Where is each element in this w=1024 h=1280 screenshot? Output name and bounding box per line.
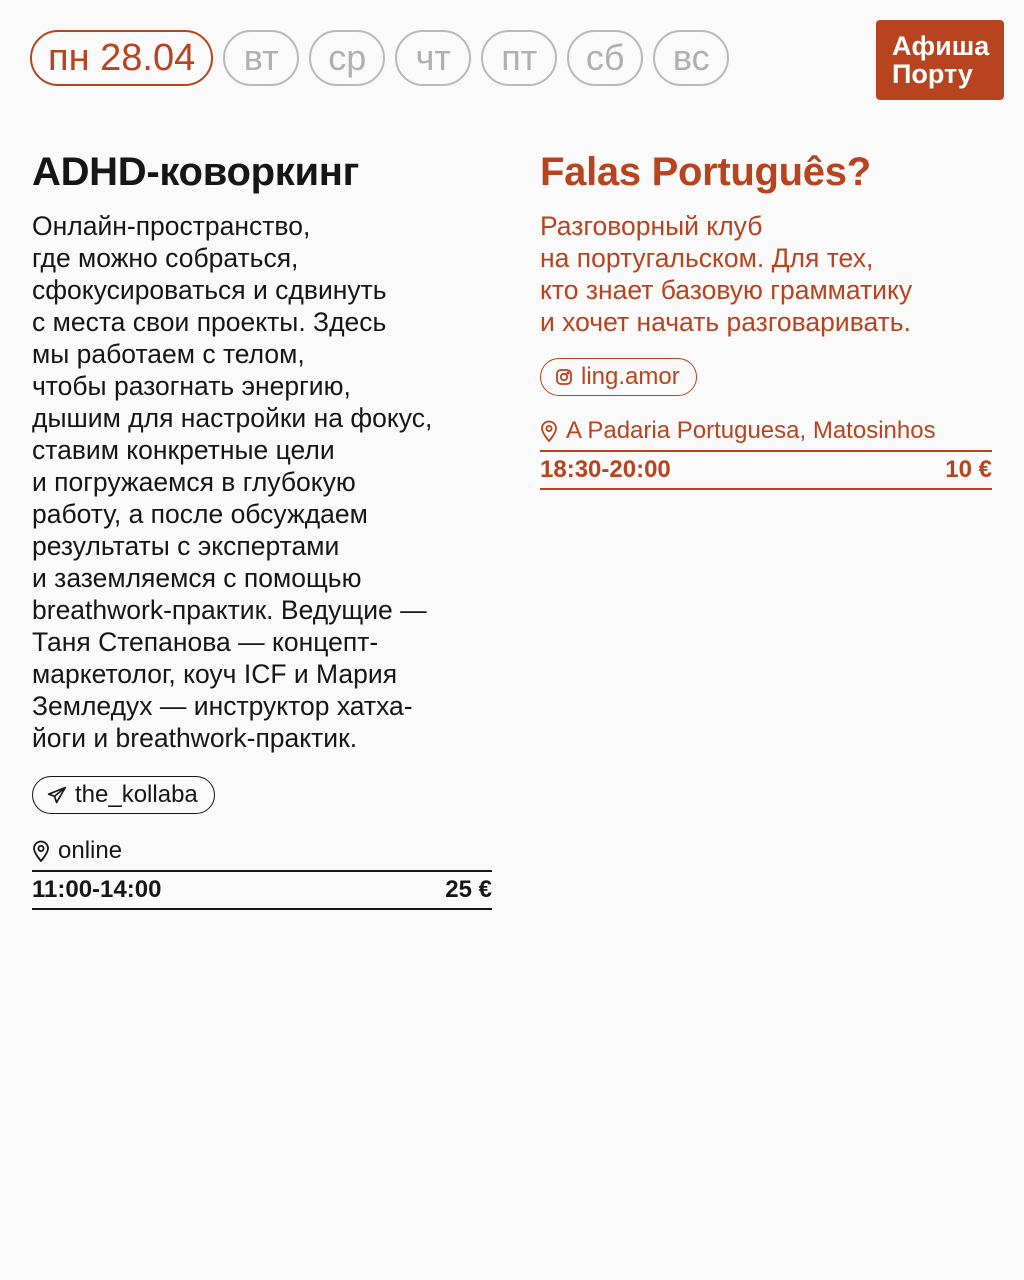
description-line: и погружаемся в глубокую [32,467,356,497]
afisha-porto-logo [876,20,1004,100]
description-line: Разговорный клуб [540,211,763,241]
event-price: 10 € [945,456,992,483]
day-tab-tuesday[interactable]: вт [223,30,299,86]
day-tab-sunday[interactable]: вс [653,30,729,86]
description-line: чтобы разогнать энергию, [32,371,351,401]
event-description [32,210,492,754]
location-text: online [58,837,123,864]
day-tab-friday[interactable]: пт [481,30,557,86]
location-pin-icon [540,420,558,442]
event-price: 25 € [445,876,492,903]
day-selector [30,30,729,86]
event-card-adhd-coworking [32,148,492,910]
description-line: ставим конкретные цели [32,435,335,465]
description-line: где можно собраться, [32,243,299,273]
day-tab-saturday[interactable]: сб [567,30,643,86]
description-line: Онлайн-пространство, [32,211,311,241]
event-title: ADHD-коворкинг [32,150,359,194]
telegram-link[interactable] [32,776,215,814]
description-line: и хочет начать разговаривать. [540,307,911,337]
telegram-icon [47,785,67,805]
day-tab-wednesday[interactable]: ср [309,30,385,86]
event-card-falas-portugues [540,148,992,490]
event-time: 11:00-14:00 [32,876,162,903]
description-line: Таня Степанова — концепт- [32,627,379,657]
event-location [32,836,492,866]
event-location [540,416,992,446]
location-pin-icon [32,840,50,862]
logo-line-1: Афиша [892,31,990,61]
description-line: работу, а после обсуждаем [32,499,368,529]
event-title: Falas Português? [540,150,871,194]
description-line: йоги и breathwork-практик. [32,723,358,753]
description-line: Земледух — инструктор хатха- [32,691,413,721]
time-price-bar [32,870,492,910]
description-line: дышим для настройки на фокус, [32,403,433,433]
instagram-handle: ling.amor [581,363,680,390]
description-line: с места свои проекты. Здесь [32,307,387,337]
day-tab-monday[interactable]: пн 28.04 [30,30,213,86]
day-tab-thursday[interactable]: чт [395,30,471,86]
description-line: сфокусироваться и сдвинуть [32,275,387,305]
instagram-link[interactable] [540,358,697,396]
telegram-handle: the_kollaba [75,781,198,808]
logo-line-2: Порту [892,59,973,89]
description-line: мы работаем с телом, [32,339,305,369]
description-line: маркетолог, коуч ICF и Мария [32,659,398,689]
location-text: A Padaria Portuguesa, Matosinhos [566,417,936,444]
description-line: результаты с экспертами [32,531,340,561]
description-line: на португальском. Для тех, [540,243,874,273]
description-line: и заземляемся с помощью [32,563,362,593]
instagram-icon [555,368,573,386]
description-line: кто знает базовую грамматику [540,275,913,305]
event-time: 18:30-20:00 [540,456,671,483]
description-line: breathwork-практик. Ведущие — [32,595,427,625]
event-description [540,210,992,338]
time-price-bar [540,450,992,490]
